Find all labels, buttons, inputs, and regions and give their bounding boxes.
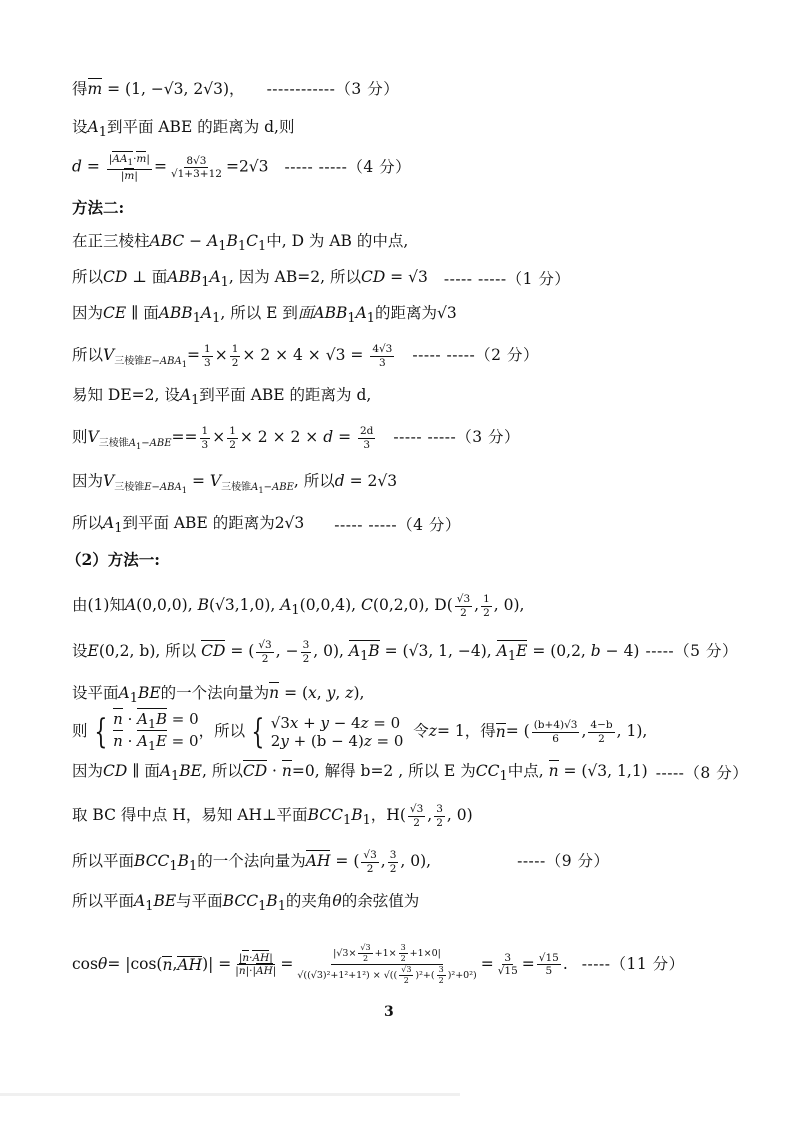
- score-mark: ----- -----（1 分）: [443, 270, 571, 289]
- score-mark: ----- -----（4 分）: [334, 516, 461, 535]
- line-10: [72, 426, 520, 450]
- score-mark: -----（11 分）: [581, 954, 685, 973]
- math-text: 所以$V_{三棱锥E-ABA_1}=$ $\frac{1}{3}$ × $\frac{1}{2}$ × 2 × 4 × √3 = $\frac{4√3}{3}$: [72, 343, 393, 370]
- text: 所以$A_1$到平面 ABE 的距离为2√3: [72, 514, 305, 537]
- line-20: [72, 850, 610, 874]
- line-6: [72, 270, 570, 290]
- score-mark: -----（5 分）: [645, 642, 738, 661]
- line-5: [72, 234, 408, 254]
- text: 设$A_1$到平面 ABE 的距离为 d,则: [72, 118, 295, 141]
- line-21: [72, 894, 419, 914]
- bottom-scan-bar: [0, 1093, 460, 1096]
- math-text: 设E(0,2, b), 所以 CD = ( $\frac{√3}{2}$ , − $\frac{3}{2}$ , 0), $A_1B = (√3$, 1, −4), $A_1E = (0,2$, b − 4): [72, 639, 640, 665]
- text: 因为$V_{三棱锥E-ABA_1} = V_{三棱锥A_1-ABE}$, 所以d = 2√3: [72, 472, 398, 496]
- line-2: [72, 120, 294, 140]
- line-8: [72, 344, 539, 368]
- line-16: [72, 686, 364, 706]
- method-two-heading: 方法二:: [72, 198, 125, 217]
- line-19: [72, 804, 473, 828]
- math-text: 所以平面$BCC_1B_1$的一个法向量为AH = ( $\frac{√3}{2}$ , $\frac{3}{2}$ , 0),: [72, 849, 432, 875]
- line-7: [72, 306, 457, 326]
- line-14: [72, 594, 524, 618]
- math-text: d = $\frac{|AA_1\cdot m|}{|m|}$ = $\frac{8√3}{√1+3+12}$ =2√3: [72, 153, 269, 182]
- line-11: [72, 474, 397, 494]
- math-text: cos θ = |cos( n , AH )| = $\frac{|n\cdot AH|}{|n|\cdot|AH|}$ = |√3× $\frac{√3}{2}$ +1× $\frac{3}{2}$ +1×0| √((√3)²+1²+1²) × √(( $\frac{√3}{2}$ )²+( $\frac{3}{2}$ )²+0²) = $\frac{3}{√15}$ = $\frac{√15}{5}$ .: [72, 943, 568, 985]
- text: 易知 DE=2, 设$A_1$到平面 ABE 的距离为 d,: [72, 386, 372, 409]
- score-mark: ----- -----（4 分）: [284, 157, 412, 176]
- line-12: [72, 516, 461, 536]
- score-mark: ----- -----（3 分）: [393, 428, 520, 447]
- text: 在正三棱柱ABC − $A_1B_1C_1$中, D 为 AB 的中点,: [72, 232, 409, 255]
- line-15: [72, 640, 738, 664]
- line-9: [72, 388, 371, 408]
- line-22: [72, 944, 685, 985]
- line-17: [72, 712, 647, 752]
- math-text: 则$V_{三棱锥A_1-ABE}==$ $\frac{1}{3}$ × $\frac{1}{2}$ × 2 × 2 × d = $\frac{2d}{3}$: [72, 425, 374, 452]
- math-text: 取 BC 得中点 H，易知 AH⊥平面$BCC_1B_1$，H( $\frac{√3}{2}$ , $\frac{3}{2}$ , 0): [72, 803, 473, 829]
- score-mark: ----- -----（2 分）: [412, 346, 539, 365]
- part-two-heading: （2）方法一:: [66, 550, 161, 569]
- math-text: 由(1)知A(0,0,0), B(√3,1,0), $A_1(0,0,4)$, C(0,2,0), D( $\frac{√3}{2}$ , $\frac{1}{2}$ , 0),: [72, 593, 525, 619]
- math-text: 得m = (1, −√3, 2√3)，: [72, 80, 245, 98]
- text: 所以CD ⊥ 面$ABB_1A_1$, 因为 AB=2, 所以CD = √3: [72, 268, 428, 291]
- score-mark: -----（8 分）: [655, 764, 749, 783]
- score-mark: -----（9 分）: [517, 852, 610, 871]
- text: 所以平面$A_1BE$与平面$BCC_1B_1$的夹角θ的余弦值为: [72, 892, 420, 915]
- line-18: [72, 764, 748, 784]
- line-3: [72, 154, 411, 181]
- line-1: [72, 82, 399, 98]
- math-text: 则 { $n \cdot A_1B = 0$ $n \cdot A_1E = 0$ ，所以 { √3x + y − 4z = 0 2y + (b − 4)z = 0 令 z = 1，得 n = ( $\frac{(b+4)√3}{6}$ , $\frac{4-b}{2}$ , 1),: [72, 710, 648, 753]
- score-mark: ------------（3 分）: [266, 80, 400, 98]
- text: 设平面$A_1BE$的一个法向量为n = (x, y, z),: [72, 684, 365, 707]
- page-number: 3: [384, 1004, 394, 1020]
- text: 因为CE ∥ 面$ABB_1A_1$, 所以 E 到面$ABB_1A_1$的距离为√3: [72, 304, 457, 327]
- math-text: 因为CD ∥ 面$A_1BE$, 所以CD · n=0, 解得 b=2 , 所以 E 为$CC_1$中点, n = (√3, 1,1): [72, 762, 648, 785]
